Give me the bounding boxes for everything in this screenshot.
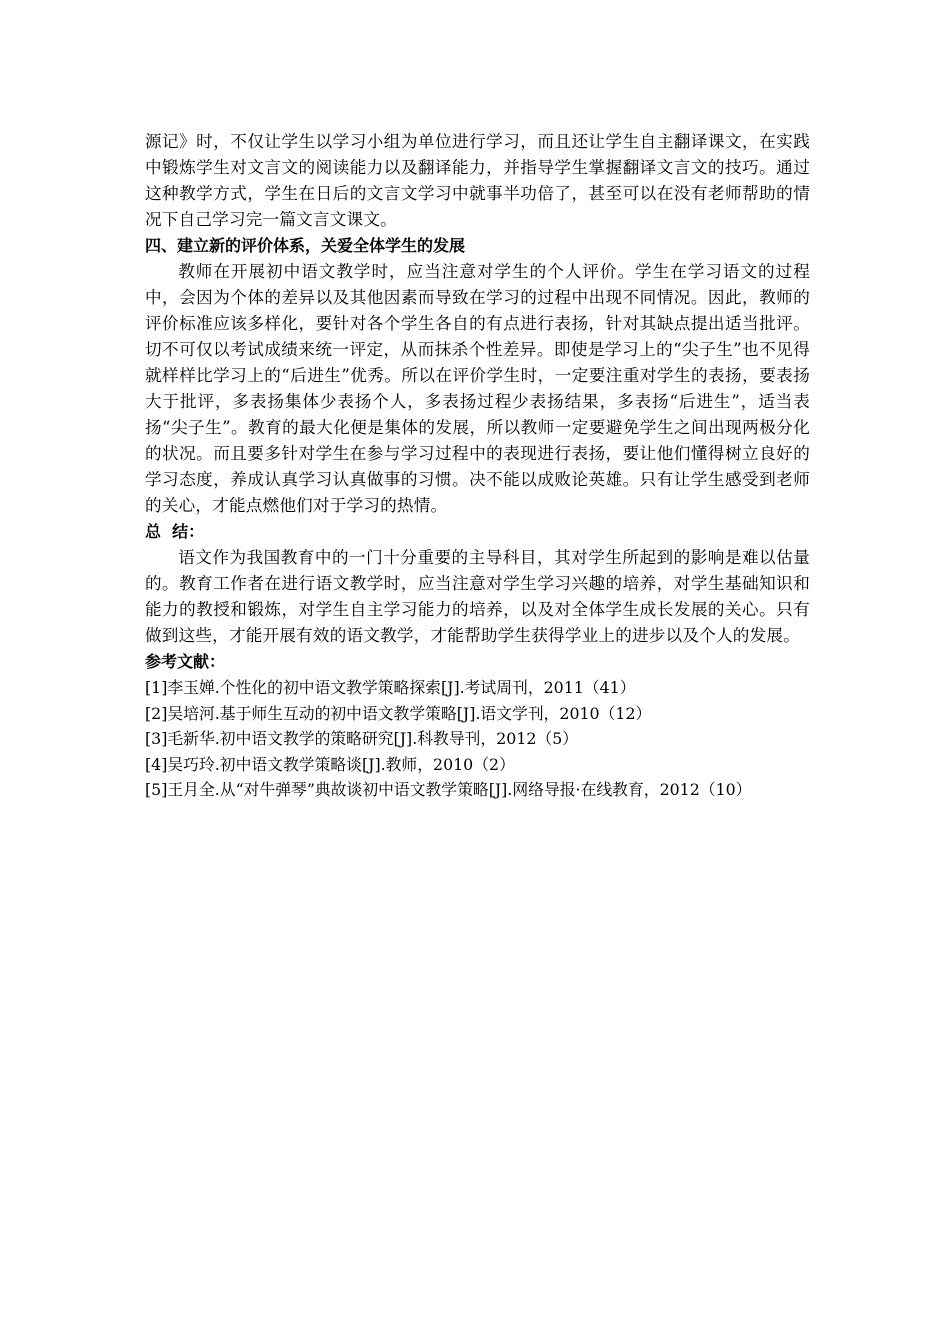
references-heading: 参考文献： (145, 652, 226, 671)
reference-item-4: [4]吴巧玲.初中语文教学策略谈[J].教师，2010（2） (145, 754, 515, 774)
section-4-heading: 四、建立新的评价体系，关爱全体学生的发展 (145, 236, 466, 255)
reference-item-1: [1]李玉婵.个性化的初中语文教学策略探索[J].考试周刊，2011（41） (145, 678, 636, 697)
summary-heading: 总 结： (145, 522, 205, 541)
section-4-paragraph: 教师在开展初中语文教学时，应当注意对学生的个人评价。学生在学习语文的过程中，会因为个体的差异以及其他因素而导致在学习的过程中出现不同情况。因此，教师的评价标准应该多样化，要针对各个学生各自的有点进行表扬，针对其缺点提出适当批评。切不可仅以考试成绩来统一评定，从而抹杀个性差异。即使是学习上的“尖子生”也不见得就样样比学习上的“后进生”优秀。所以在评价学生时，一定要注重对学生的表扬，要表扬大于批评，多表扬集体少表扬个人，多表扬过程少表扬结果，多表扬“后进生”，适当表扬“尖子生”。教育的最大化便是集体的发展，所以教师一定要避免学生之间出现两极分化的状况。而且要多针对学生在参与学习过程中的表现进行表扬，要让他们懂得树立良好的学习态度，养成认真学习认真做事的习惯。决不能以成败论英雄。只有让学生感受到老师的关心，才能点燃他们对于学习的热情。 (145, 262, 810, 515)
continuation-paragraph: 源记》时，不仅让学生以学习小组为单位进行学习，而且还让学生自主翻译课文，在实践中锻炼学生对文言文的阅读能力以及翻译能力，并指导学生掌握翻译文言文的技巧。通过这种教学方式，学生在日后的文言文学习中就事半功倍了，甚至可以在没有老师帮助的情况下自己学习完一篇文言文课文。 (145, 132, 810, 229)
document-page (145, 129, 810, 803)
reference-item-5: [5]王月全.从“对牛弹琴”典故谈初中语文教学策略[J].网络导报·在线教育，2012（10） (145, 780, 752, 799)
references-list (145, 675, 810, 803)
summary-paragraph: 语文作为我国教育中的一门十分重要的主导科目，其对学生所起到的影响是难以估量的。教育工作者在进行语文教学时，应当注意对学生学习兴趣的培养，对学生基础知识和能力的教授和锻炼，对学生自主学习能力的培养，以及对全体学生成长发展的关心。只有做到这些，才能开展有效的语文教学，才能帮助学生获得学业上的进步以及个人的发展。 (145, 548, 810, 645)
reference-item-2: [2]吴培河.基于师生互动的初中语文教学策略[J].语文学刊，2010（12） (145, 703, 652, 723)
reference-item-3: [3]毛新华.初中语文教学的策略研究[J].科教导刊，2012（5） (145, 729, 579, 748)
